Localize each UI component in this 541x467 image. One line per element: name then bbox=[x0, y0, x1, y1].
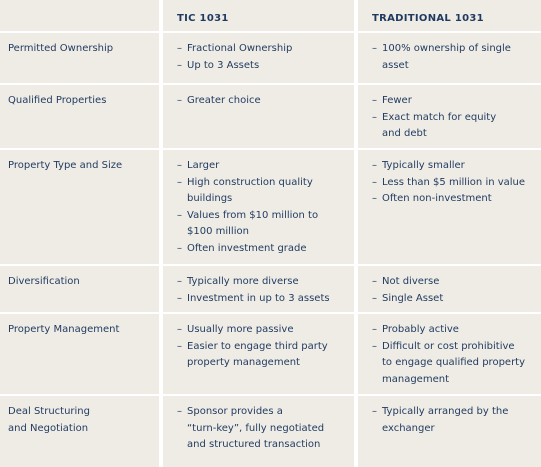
list-item-line: property management bbox=[187, 357, 300, 368]
list-item-line: – Fractional Ownership bbox=[187, 43, 293, 54]
list-item bbox=[372, 158, 533, 175]
list-item bbox=[177, 339, 346, 372]
list-item-line: – Difficult or cost prohibitive bbox=[382, 340, 515, 352]
list-item-line: – 100% ownership of single bbox=[382, 43, 511, 54]
tic-cell bbox=[163, 266, 354, 314]
tic-list bbox=[177, 158, 346, 257]
row-label-line: Property Type and Size bbox=[8, 160, 123, 171]
list-item bbox=[372, 404, 533, 437]
list-item-line: buildings bbox=[187, 193, 233, 204]
list-item bbox=[372, 291, 533, 308]
row-label-line: Property Management bbox=[8, 324, 120, 335]
row-label bbox=[0, 33, 159, 85]
row-label bbox=[0, 314, 159, 396]
list-item-line: “turn-key”, fully negotiated bbox=[187, 422, 325, 434]
traditional-cell bbox=[358, 396, 541, 467]
list-item bbox=[372, 322, 533, 339]
list-item bbox=[177, 241, 346, 258]
list-item bbox=[177, 158, 346, 175]
list-item-line: – Larger bbox=[187, 160, 220, 171]
traditional-list bbox=[372, 41, 533, 74]
row-label bbox=[0, 266, 159, 314]
list-item bbox=[372, 175, 533, 192]
tic-list bbox=[177, 93, 346, 110]
tic-list bbox=[177, 322, 346, 372]
row-label bbox=[0, 396, 159, 467]
list-item bbox=[372, 339, 533, 389]
list-item-line: – Easier to engage third party bbox=[187, 340, 328, 352]
list-item-line: – Investment in up to 3 assets bbox=[187, 292, 330, 304]
traditional-list bbox=[372, 404, 533, 437]
list-item-line: – Fewer bbox=[382, 95, 412, 106]
tic-list bbox=[177, 404, 346, 454]
list-item-line: – Less than $5 million in value bbox=[382, 176, 526, 188]
traditional-list bbox=[372, 158, 533, 208]
list-item-line: – Typically more diverse bbox=[187, 276, 299, 287]
traditional-list bbox=[372, 93, 533, 143]
list-item bbox=[177, 322, 346, 339]
list-item bbox=[177, 291, 346, 308]
list-item bbox=[177, 93, 346, 110]
list-item-line: – Often investment grade bbox=[187, 242, 307, 254]
row-label bbox=[0, 85, 159, 150]
row-label-line: Diversification bbox=[8, 276, 80, 287]
traditional-cell bbox=[358, 266, 541, 314]
list-item-line: – Probably active bbox=[382, 324, 459, 335]
list-item-line: – Sponsor provides a bbox=[187, 406, 283, 417]
list-item-line: – Typically smaller bbox=[382, 160, 465, 171]
tic-list bbox=[177, 41, 346, 74]
row-label-line: Deal Structuring bbox=[8, 406, 90, 417]
list-item-line: – Not diverse bbox=[382, 276, 440, 287]
list-item-line: management bbox=[382, 373, 449, 385]
list-item bbox=[372, 93, 533, 110]
list-item-line: exchanger bbox=[382, 422, 435, 434]
traditional-list bbox=[372, 274, 533, 307]
header-empty-cell bbox=[0, 0, 159, 33]
header-traditional-1031: TRADITIONAL 1031 bbox=[358, 0, 541, 33]
list-item-line: – Single Asset bbox=[382, 292, 444, 304]
list-item-line: – Greater choice bbox=[187, 95, 261, 106]
row-label-line: Qualified Properties bbox=[8, 95, 107, 106]
traditional-cell bbox=[358, 150, 541, 266]
tic-cell bbox=[163, 33, 354, 85]
list-item bbox=[177, 404, 346, 454]
traditional-cell bbox=[358, 85, 541, 150]
list-item-line: – Up to 3 Assets bbox=[187, 59, 260, 71]
list-item-line: – Values from $10 million to bbox=[187, 209, 319, 221]
list-item bbox=[372, 191, 533, 208]
list-item bbox=[372, 110, 533, 143]
list-item-line: – Exact match for equity bbox=[382, 111, 497, 123]
header-tic-1031: TIC 1031 bbox=[163, 0, 354, 33]
traditional-list bbox=[372, 322, 533, 388]
tic-cell bbox=[163, 396, 354, 467]
tic-cell bbox=[163, 314, 354, 396]
list-item-line: – High construction quality bbox=[187, 176, 313, 188]
tic-list bbox=[177, 274, 346, 307]
list-item-line: – Usually more passive bbox=[187, 324, 294, 335]
list-item bbox=[372, 274, 533, 291]
list-item bbox=[177, 274, 346, 291]
list-item bbox=[177, 175, 346, 208]
row-label-line: Permitted Ownership bbox=[8, 43, 114, 54]
list-item-line: – Typically arranged by the bbox=[382, 406, 509, 417]
list-item bbox=[372, 41, 533, 74]
row-label bbox=[0, 150, 159, 266]
list-item-line: asset bbox=[382, 59, 409, 71]
list-item-line: $100 million bbox=[187, 226, 249, 237]
list-item bbox=[177, 208, 346, 241]
row-label-line: and Negotiation bbox=[8, 422, 89, 434]
list-item-line: and structured transaction bbox=[187, 439, 321, 450]
tic-cell bbox=[163, 150, 354, 266]
list-item-line: and debt bbox=[382, 128, 427, 139]
traditional-cell bbox=[358, 33, 541, 85]
traditional-cell bbox=[358, 314, 541, 396]
list-item-line: to engage qualified property bbox=[382, 357, 526, 368]
tic-cell bbox=[163, 85, 354, 150]
list-item bbox=[177, 41, 346, 58]
list-item bbox=[177, 58, 346, 75]
list-item-line: – Often non-investment bbox=[382, 193, 492, 204]
